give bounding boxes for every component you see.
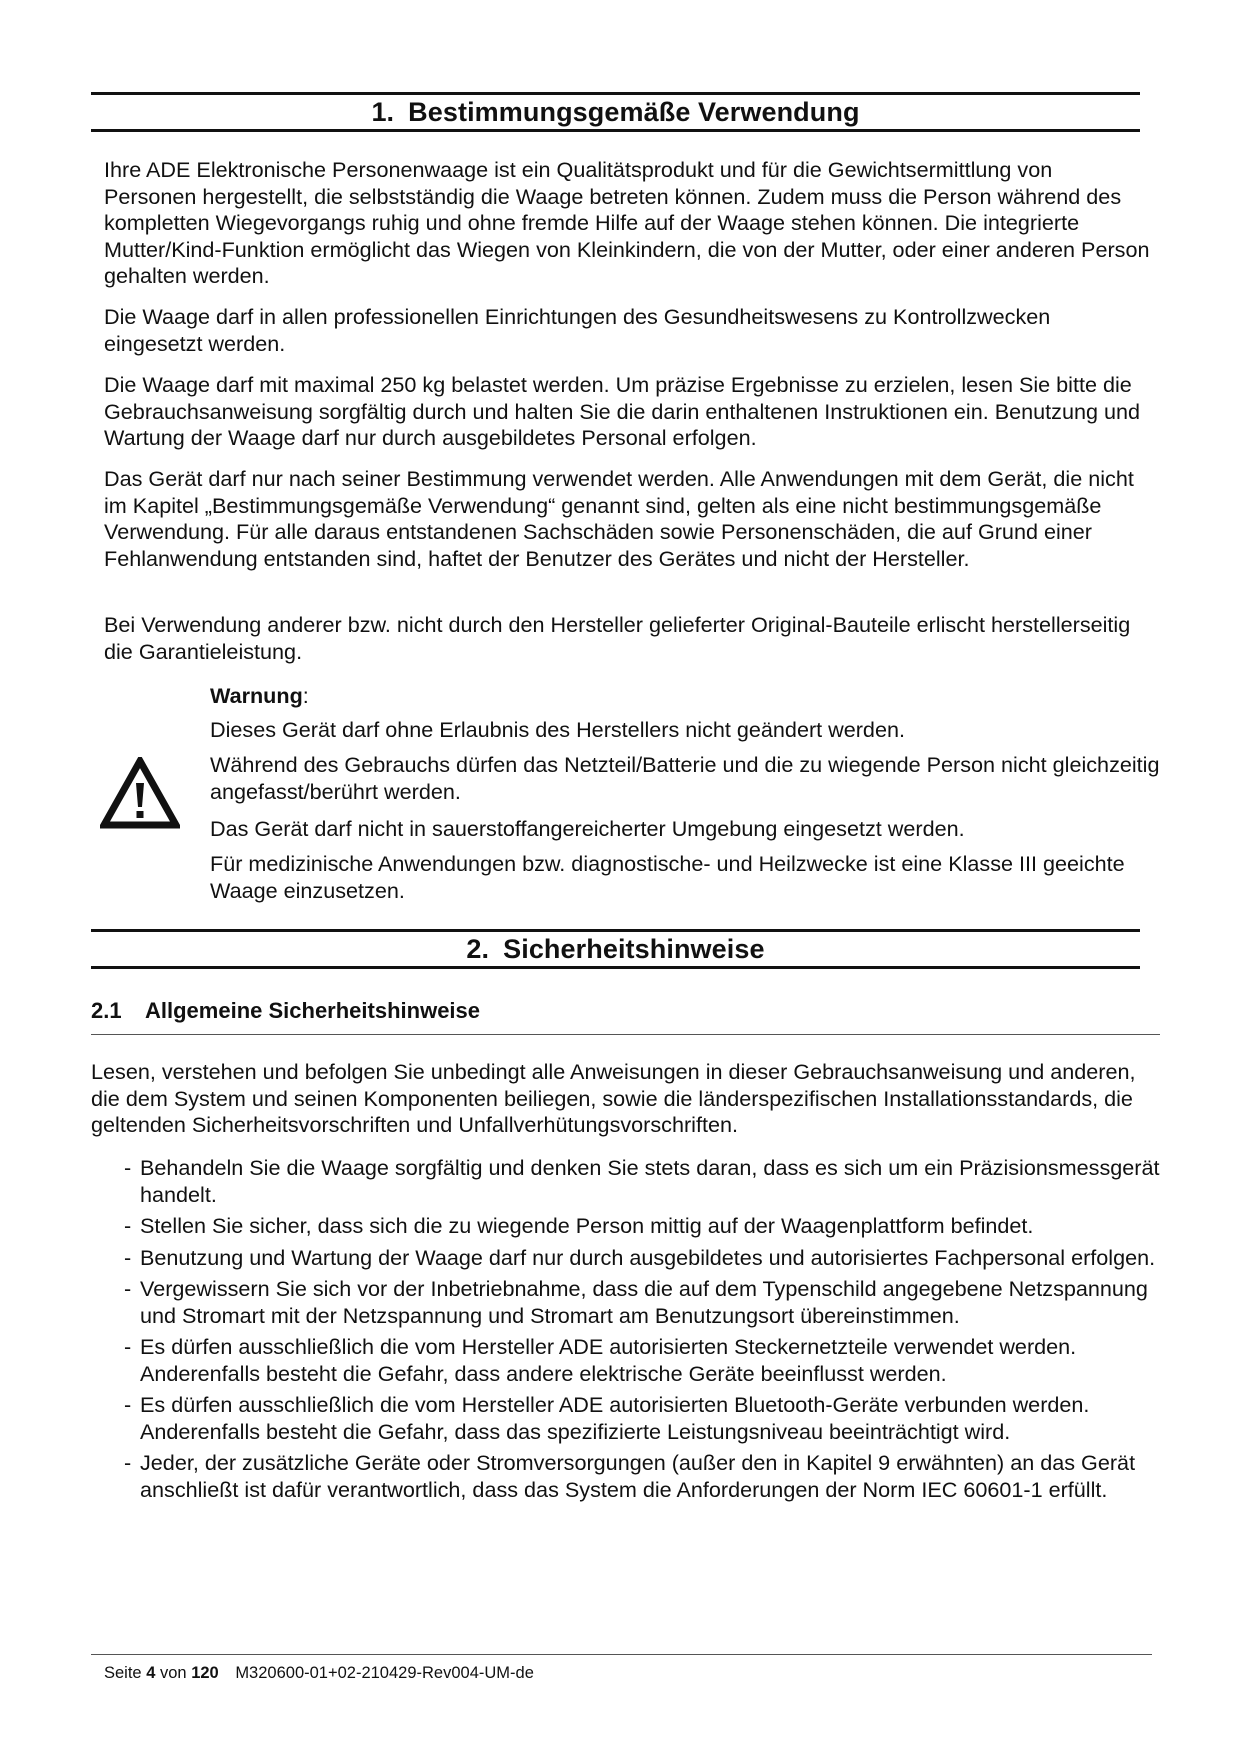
list-item bbox=[104, 1245, 1164, 1272]
warning-line: Während des Gebrauchs dürfen das Netzteil/Batterie und die zu wiegende Person nicht gleichzeitig angefasst/berührt werden. bbox=[210, 752, 1160, 804]
page-prefix: Seite bbox=[104, 1664, 142, 1682]
list-item-text: Behandeln Sie die Waage sorgfältig und denken Sie stets daran, dass es sich um ein Präzisionsmessgerät handelt. bbox=[140, 1155, 1160, 1207]
list-bullet: - bbox=[124, 1392, 132, 1417]
warning-line: Dieses Gerät darf ohne Erlaubnis des Herstellers nicht geändert werden. bbox=[210, 717, 905, 742]
subsection-number: 2.1 bbox=[91, 998, 122, 1023]
subsection-heading bbox=[91, 998, 480, 1024]
list-item-text: Es dürfen ausschließlich die vom Hersteller ADE autorisierten Bluetooth-Geräte verbunden werden. Anderenfalls besteht die Gefahr, dass das spezifizierte Leistungsniveau beeinträchtigt wird. bbox=[140, 1392, 1090, 1444]
paragraph-safety-intro: Lesen, verstehen und befolgen Sie unbedingt alle Anweisungen in dieser Gebrauchsanweisung und anderen, die dem System und seinen Komponenten beiliegen, sowie die länderspezifischen Installationsstandards, die geltenden Sicherheitsvorschriften und Unfallverhütungsvorschriften. bbox=[91, 1059, 1136, 1137]
paragraph-warranty: Bei Verwendung anderer bzw. nicht durch den Hersteller gelieferter Original-Bauteile erlischt herstellerseitig die Garantieleistung. bbox=[104, 612, 1131, 664]
list-item-text: Vergewissern Sie sich vor der Inbetriebnahme, dass die auf dem Typenschild angegebene Netzspannung und Stromart mit der Netzspannung und Stromart am Benutzungsort übereinstimmen. bbox=[140, 1276, 1148, 1328]
footer-divider bbox=[91, 1654, 1152, 1655]
list-item-text: Benutzung und Wartung der Waage darf nur durch ausgebildetes und autorisiertes Fachpersonal erfolgen. bbox=[140, 1244, 1156, 1270]
list-bullet: - bbox=[124, 1244, 132, 1270]
paragraph-healthcare: Die Waage darf in allen professionellen Einrichtungen des Gesundheitswesens zu Kontrollzwecken eingesetzt werden. bbox=[104, 304, 1051, 356]
list-item bbox=[104, 1450, 1164, 1503]
list-bullet: - bbox=[124, 1213, 132, 1238]
chapter-title: Sicherheitshinweise bbox=[503, 933, 765, 964]
warning-line: Das Gerät darf nicht in sauerstoffangereicherter Umgebung eingesetzt werden. bbox=[210, 816, 965, 841]
chapter-heading-2 bbox=[91, 929, 1140, 969]
warning-colon: : bbox=[302, 683, 309, 708]
subsection-title: Allgemeine Sicherheitshinweise bbox=[145, 998, 481, 1023]
list-item bbox=[104, 1276, 1164, 1329]
list-item-text: Jeder, der zusätzliche Geräte oder Stromversorgungen (außer den in Kapitel 9 erwähnten) an das Gerät anschließt ist dafür verantwortlich, dass das System die Anforderungen der Norm IEC 60601-1 erfüllt. bbox=[140, 1450, 1136, 1502]
chapter-number: 1. bbox=[371, 96, 395, 127]
document-id: M320600-01+02-210429-Rev004-UM-de bbox=[235, 1664, 534, 1682]
paragraph-intended-use: Ihre ADE Elektronische Personenwaage ist ein Qualitätsprodukt und für die Gewichtsermittlung von Personen hergestellt, die selbstständig die Waage betreten können. Zudem muss die Person während des kompletten Wiegevorgangs ruhig und ohne fremde Hilfe auf der Waage stehen können. Die integrierte Mutter/Kind-Funktion ermöglicht das Wiegen von Kleinkindern, die von der Mutter, oder einer anderen Person gehalten werden. bbox=[104, 157, 1150, 288]
page-current: 4 bbox=[146, 1664, 156, 1682]
warning-label: Warnung bbox=[210, 683, 303, 708]
list-item-text: Stellen Sie sicher, dass sich die zu wiegende Person mittig auf der Waagenplattform befindet. bbox=[140, 1213, 1034, 1238]
list-item bbox=[104, 1334, 1164, 1387]
page-of: von bbox=[159, 1664, 187, 1682]
chapter-heading-1 bbox=[91, 92, 1140, 132]
warning-triangle-icon bbox=[100, 757, 180, 829]
list-bullet: - bbox=[124, 1155, 132, 1180]
warning-line: Für medizinische Anwendungen bzw. diagnostische- und Heilzwecke ist eine Klasse III geeichte Waage einzusetzen. bbox=[210, 851, 1125, 903]
warning-label-line bbox=[210, 683, 1160, 710]
list-item bbox=[104, 1392, 1164, 1445]
page-footer bbox=[104, 1664, 534, 1683]
list-bullet: - bbox=[124, 1450, 132, 1475]
paragraph-max-load: Die Waage darf mit maximal 250 kg belastet werden. Um präzise Ergebnisse zu erzielen, lesen Sie bitte die Gebrauchsanweisung sorgfältig durch und halten Sie die darin enthaltenen Instruktionen ein. Benutzung und Wartung der Waage darf nur durch ausgebildetes Personal erfolgen. bbox=[104, 372, 1141, 450]
list-item bbox=[104, 1155, 1164, 1208]
page-total: 120 bbox=[191, 1664, 219, 1682]
list-item-text: Es dürfen ausschließlich die vom Hersteller ADE autorisierten Steckernetzteile verwendet werden. Anderenfalls besteht die Gefahr, dass andere elektrische Geräte beeinflusst werden. bbox=[140, 1334, 1077, 1386]
list-bullet: - bbox=[124, 1276, 132, 1301]
chapter-title: Bestimmungsgemäße Verwendung bbox=[408, 96, 860, 127]
paragraph-liability: Das Gerät darf nur nach seiner Bestimmung verwendet werden. Alle Anwendungen mit dem Gerät, die nicht im Kapitel „Bestimmungsgemäße Verwendung“ genannt sind, gelten als eine nicht bestimmungsgemäße Verwendung. Für alle daraus entstandenen Sachschäden sowie Personenschäden, die auf Grund einer Fehlanwendung entstanden sind, haftet der Benutzer des Gerätes und nicht der Hersteller. bbox=[104, 466, 1134, 571]
safety-list bbox=[104, 1155, 1164, 1508]
list-item bbox=[104, 1213, 1164, 1240]
subsection-divider bbox=[91, 1034, 1160, 1035]
chapter-number: 2. bbox=[466, 933, 490, 964]
list-bullet: - bbox=[124, 1334, 132, 1359]
